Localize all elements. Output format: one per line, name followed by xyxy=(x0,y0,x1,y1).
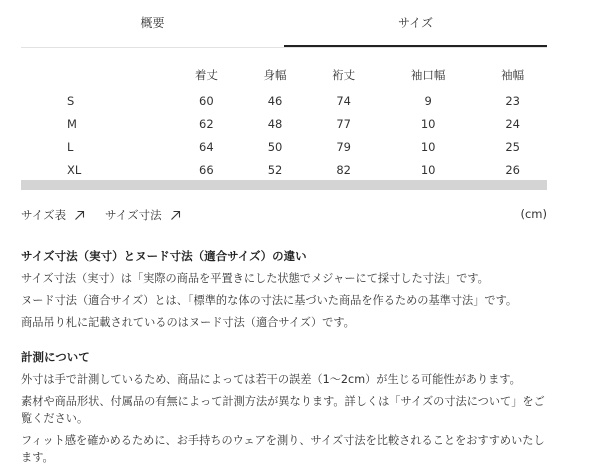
section-title: 計測について xyxy=(21,350,90,364)
note-paragraph: 商品吊り札に記載されているのはヌード寸法（適合サイズ）です。 xyxy=(21,316,355,329)
size-label: M xyxy=(67,116,77,131)
unit-label: (cm) xyxy=(520,207,547,221)
table-row xyxy=(21,89,547,112)
size-notes xyxy=(21,248,549,471)
section-title: サイズ寸法（実寸）とヌード寸法（適合サイズ）の違い xyxy=(21,249,307,263)
horizontal-scrollbar[interactable] xyxy=(21,180,547,190)
external-arrow-icon xyxy=(74,210,85,221)
header-width: 身幅 xyxy=(263,67,287,82)
size-label: S xyxy=(67,93,75,108)
header-length: 着丈 xyxy=(194,67,218,82)
table-cell: 24 xyxy=(505,116,520,131)
header-sleeve-width: 袖幅 xyxy=(501,67,525,82)
table-row xyxy=(21,158,547,181)
size-measurement-link-label: サイズ寸法 xyxy=(105,208,162,222)
table-cell: 64 xyxy=(199,139,214,154)
measurement-section xyxy=(21,349,549,466)
external-arrow-icon xyxy=(170,210,181,221)
size-measurement-link[interactable] xyxy=(105,207,181,223)
table-cell: 26 xyxy=(505,162,520,177)
note-paragraph: ヌード寸法（適合サイズ）とは、「標準的な体の寸法に基づいた商品を作るための基準寸法」です。 xyxy=(21,294,518,307)
tab-size[interactable]: サイズ xyxy=(284,0,547,47)
table-cell: 50 xyxy=(267,139,283,154)
table-row xyxy=(21,135,547,158)
tab-bar xyxy=(21,0,547,48)
table-cell: 60 xyxy=(199,93,214,108)
tab-overview[interactable]: 概要 xyxy=(140,16,165,30)
table-cell: 77 xyxy=(336,116,351,131)
table-cell: 46 xyxy=(267,93,283,108)
table-cell: 66 xyxy=(199,162,214,177)
table-row xyxy=(21,112,547,135)
size-label: XL xyxy=(67,162,82,177)
size-table xyxy=(21,60,547,181)
table-cell: 79 xyxy=(336,139,351,154)
size-chart-link[interactable] xyxy=(21,207,85,223)
header-sleeve-length: 裄丈 xyxy=(332,67,356,82)
table-cell: 10 xyxy=(420,116,436,131)
size-chart-link-label: サイズ表 xyxy=(21,208,67,222)
table-cell: 10 xyxy=(420,162,436,177)
table-cell: 52 xyxy=(267,162,283,177)
table-header-row xyxy=(21,60,547,89)
table-cell: 10 xyxy=(420,139,436,154)
header-cuff-width: 袖口幅 xyxy=(410,67,446,82)
table-cell: 25 xyxy=(505,139,520,154)
table-cell: 9 xyxy=(424,93,432,108)
table-cell: 62 xyxy=(199,116,214,131)
table-cell: 48 xyxy=(267,116,283,131)
note-paragraph: フィット感を確かめるために、お手持ちのウェアを測り、サイズ寸法を比較されることをおすすめいたします。 xyxy=(21,434,545,464)
note-paragraph: 素材や商品形状、付属品の有無によって計測方法が異なります。詳しくは「サイズの寸法について」をご覧ください。 xyxy=(21,395,545,425)
note-paragraph: 外寸は手で計測しているため、商品によっては若干の誤差（1〜2cm）が生じる可能性があります。 xyxy=(21,373,521,386)
size-label: L xyxy=(67,139,74,154)
size-links xyxy=(21,207,547,223)
table-cell: 23 xyxy=(505,93,520,108)
table-cell: 82 xyxy=(336,162,351,177)
note-paragraph: サイズ寸法（実寸）は「実際の商品を平置きにした状態でメジャーにて採寸した寸法」です。 xyxy=(21,272,489,285)
header-empty xyxy=(21,60,172,89)
table-cell: 74 xyxy=(336,93,351,108)
